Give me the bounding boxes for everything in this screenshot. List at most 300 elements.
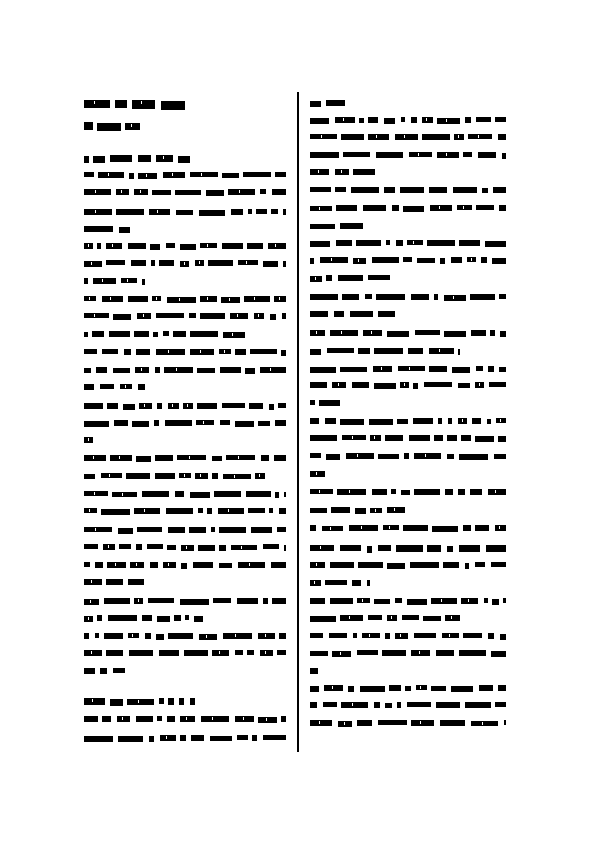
text-line (84, 331, 245, 340)
word-mark (482, 188, 488, 193)
word-mark (395, 633, 408, 639)
word-mark (404, 453, 409, 459)
word-mark (385, 633, 390, 639)
word-mark (163, 562, 176, 568)
word-mark (434, 294, 438, 300)
word-mark (341, 702, 368, 708)
word-mark (427, 545, 441, 552)
word-mark (363, 330, 382, 336)
word-mark (128, 243, 146, 249)
word-mark (336, 205, 357, 211)
word-mark (138, 173, 157, 179)
word-mark (84, 368, 91, 373)
word-mark (478, 152, 496, 158)
word-mark (479, 685, 493, 691)
word-mark (358, 348, 370, 354)
word-mark (136, 716, 153, 722)
word-mark (113, 314, 131, 320)
word-mark (245, 368, 255, 374)
word-mark (492, 599, 499, 605)
word-mark (476, 205, 494, 210)
word-mark (116, 189, 129, 195)
word-mark (110, 699, 123, 706)
text-line (84, 209, 286, 218)
text-line (84, 455, 286, 464)
word-mark (260, 189, 266, 194)
word-mark (126, 473, 150, 479)
word-mark (323, 702, 337, 707)
word-mark (110, 455, 132, 461)
text-line (84, 420, 286, 429)
text-line (310, 311, 395, 320)
word-mark (269, 508, 273, 513)
word-mark (353, 633, 357, 638)
word-mark (411, 117, 417, 123)
word-mark (459, 454, 488, 460)
word-mark (325, 580, 347, 585)
word-mark (374, 348, 403, 354)
word-mark (220, 367, 241, 373)
text-line (310, 152, 506, 161)
text-line (84, 615, 210, 624)
word-mark (128, 633, 139, 638)
text-line (310, 598, 506, 607)
word-mark (424, 382, 452, 387)
word-mark (340, 419, 364, 425)
word-mark (451, 257, 462, 263)
text-line (84, 473, 265, 482)
word-mark (409, 435, 430, 441)
word-mark (471, 330, 486, 336)
word-mark (219, 563, 232, 568)
word-mark (369, 419, 393, 425)
word-mark (499, 294, 506, 299)
word-mark (454, 134, 464, 140)
text-line (310, 134, 506, 143)
word-mark (181, 563, 187, 569)
word-mark (250, 349, 277, 354)
word-mark (330, 330, 358, 336)
word-mark (329, 633, 347, 638)
word-mark (84, 579, 102, 585)
text-line (84, 437, 100, 446)
word-mark (458, 489, 465, 495)
word-mark (342, 435, 366, 440)
word-mark (84, 508, 97, 513)
word-mark (136, 544, 142, 550)
word-mark (372, 257, 399, 263)
word-mark (249, 403, 263, 409)
word-mark (461, 435, 471, 441)
word-mark (185, 615, 189, 620)
word-mark (310, 118, 329, 124)
word-mark (423, 616, 441, 621)
word-mark (498, 685, 506, 691)
word-mark (275, 492, 279, 498)
word-mark (310, 134, 337, 139)
word-mark (271, 209, 278, 214)
word-mark (387, 563, 405, 569)
word-mark (374, 383, 396, 389)
word-mark (180, 716, 195, 722)
word-mark (228, 189, 255, 195)
word-mark (458, 383, 470, 388)
word-mark (415, 330, 440, 335)
word-mark (134, 189, 148, 195)
word-mark (84, 296, 96, 301)
word-mark (223, 474, 251, 479)
word-mark (84, 455, 106, 461)
word-mark (282, 313, 286, 319)
word-mark (463, 525, 471, 531)
word-mark (374, 599, 390, 604)
word-mark (358, 562, 383, 568)
word-mark (128, 296, 148, 302)
word-mark (500, 331, 506, 337)
word-mark (335, 187, 346, 192)
text-line (84, 367, 286, 376)
text-line (84, 633, 286, 642)
word-mark (153, 332, 158, 337)
word-mark (429, 348, 454, 354)
word-mark (115, 100, 127, 108)
word-mark (411, 294, 429, 300)
word-mark (200, 313, 225, 319)
word-mark (499, 367, 506, 372)
word-mark (271, 562, 286, 568)
word-mark (219, 545, 226, 551)
word-mark (330, 598, 353, 604)
word-mark (175, 190, 201, 195)
word-mark (157, 403, 162, 409)
word-mark (476, 366, 483, 371)
word-mark (159, 698, 164, 704)
word-mark (346, 453, 374, 459)
word-mark (310, 311, 328, 317)
word-mark (310, 720, 332, 726)
word-mark (283, 209, 286, 215)
word-mark (325, 418, 336, 424)
word-mark (400, 187, 424, 193)
word-mark (310, 367, 336, 373)
word-mark (247, 243, 263, 249)
left-column (84, 0, 286, 842)
word-mark (498, 436, 506, 442)
word-mark (109, 331, 130, 337)
text-line (84, 349, 286, 358)
word-mark (382, 650, 406, 656)
word-mark (120, 384, 132, 389)
word-mark (471, 721, 498, 726)
word-mark (84, 437, 93, 443)
word-mark (183, 403, 193, 409)
word-mark (157, 716, 162, 721)
word-mark (278, 403, 286, 408)
word-mark (465, 563, 469, 569)
word-mark (310, 668, 318, 674)
word-mark (310, 258, 314, 264)
word-mark (156, 155, 173, 162)
word-mark (498, 134, 506, 140)
word-mark (260, 650, 273, 656)
word-mark (355, 508, 366, 514)
text-line (310, 187, 506, 196)
word-mark (389, 685, 401, 691)
word-mark (212, 473, 218, 479)
word-mark (335, 117, 355, 123)
word-mark (95, 562, 103, 568)
word-mark (277, 527, 286, 532)
word-mark (413, 418, 433, 424)
word-mark (310, 702, 317, 708)
word-mark (116, 209, 144, 215)
word-mark (275, 172, 286, 177)
word-mark (163, 331, 169, 336)
text-line (84, 735, 286, 744)
word-mark (443, 562, 459, 568)
word-mark (113, 368, 130, 373)
word-mark (310, 276, 322, 282)
word-mark (463, 152, 472, 157)
word-mark (310, 453, 321, 458)
word-mark (403, 257, 412, 262)
word-mark (438, 418, 442, 424)
word-mark (351, 187, 379, 193)
word-mark (106, 243, 122, 249)
word-mark (168, 698, 174, 705)
word-mark (255, 473, 265, 479)
word-mark (440, 720, 465, 726)
word-mark (372, 489, 387, 495)
word-mark (327, 348, 354, 353)
word-mark (200, 243, 217, 248)
word-mark (310, 616, 336, 622)
word-mark (310, 545, 334, 551)
text-line (310, 471, 325, 480)
word-mark (348, 686, 354, 692)
word-mark (139, 403, 152, 409)
word-mark (258, 717, 277, 723)
word-mark (84, 261, 102, 267)
word-mark (488, 366, 494, 372)
word-mark (387, 615, 397, 621)
text-line (84, 544, 286, 553)
word-mark (384, 118, 395, 124)
word-mark (84, 698, 105, 705)
word-mark (84, 491, 108, 496)
word-mark (125, 123, 140, 130)
word-mark (197, 403, 217, 409)
word-mark (244, 296, 270, 302)
word-mark (106, 260, 125, 265)
word-mark (263, 598, 268, 604)
word-mark (231, 209, 243, 215)
word-mark (340, 545, 361, 551)
word-mark (319, 400, 340, 406)
word-mark (161, 101, 185, 110)
word-mark (350, 311, 373, 317)
word-mark (353, 258, 366, 264)
word-mark (212, 456, 222, 461)
text-line (84, 172, 286, 181)
word-mark (84, 403, 103, 409)
word-mark (168, 527, 185, 533)
word-mark (331, 507, 350, 513)
word-mark (167, 545, 176, 550)
word-mark (180, 735, 186, 741)
word-mark (310, 633, 323, 638)
word-mark (502, 153, 506, 159)
word-mark (263, 735, 286, 740)
word-mark (459, 240, 480, 246)
text-line (310, 633, 506, 642)
word-mark (123, 404, 135, 410)
word-mark (405, 686, 411, 691)
word-mark (84, 332, 88, 337)
text-line (310, 275, 390, 284)
word-mark (84, 209, 112, 215)
word-mark (190, 331, 218, 337)
word-mark (258, 633, 275, 639)
word-mark (272, 189, 286, 195)
word-mark (414, 453, 441, 459)
word-mark (408, 348, 423, 354)
word-mark (475, 525, 489, 531)
word-mark (199, 634, 217, 640)
word-mark (84, 527, 112, 532)
word-mark (98, 172, 124, 178)
text-line (310, 382, 506, 391)
word-mark (238, 260, 258, 265)
word-mark (180, 599, 209, 605)
word-mark (385, 435, 403, 441)
word-mark (166, 508, 193, 514)
word-mark (493, 187, 506, 193)
word-mark (196, 420, 214, 425)
word-mark (370, 435, 381, 441)
word-mark (343, 152, 370, 157)
word-mark (84, 384, 94, 390)
word-mark (337, 489, 366, 495)
word-mark (387, 331, 409, 337)
word-mark (495, 702, 506, 707)
word-mark (167, 297, 196, 303)
word-mark (164, 367, 193, 373)
word-mark (102, 349, 118, 354)
word-mark (145, 633, 151, 639)
text-line (84, 527, 286, 536)
word-mark (445, 489, 453, 495)
text-line (310, 667, 318, 676)
word-mark (178, 156, 190, 163)
text-line (84, 598, 286, 607)
word-mark (101, 473, 122, 478)
word-mark (84, 716, 98, 722)
text-line (84, 278, 145, 287)
word-mark (84, 599, 99, 605)
word-mark (135, 367, 149, 373)
section-heading (310, 545, 506, 554)
word-mark (336, 240, 352, 246)
word-mark (504, 720, 506, 725)
word-mark (84, 544, 98, 549)
text-line (310, 294, 506, 303)
word-mark (310, 598, 325, 604)
word-mark (322, 526, 343, 531)
word-mark (429, 187, 447, 193)
word-mark (403, 525, 428, 531)
word-mark (148, 598, 174, 603)
text-line (310, 366, 506, 375)
word-mark (193, 562, 213, 568)
word-mark (310, 400, 315, 405)
word-mark (189, 313, 196, 318)
word-mark (447, 546, 453, 552)
word-mark (149, 209, 170, 215)
word-mark (221, 297, 240, 303)
word-mark (384, 187, 395, 193)
text-line (310, 223, 370, 232)
word-mark (445, 615, 460, 621)
word-mark (107, 562, 126, 568)
word-mark (284, 545, 286, 551)
word-mark (130, 562, 144, 568)
word-mark (121, 278, 137, 283)
word-mark (310, 471, 325, 477)
word-mark (414, 489, 440, 495)
word-mark (368, 615, 382, 620)
word-mark (150, 244, 160, 250)
word-mark (100, 668, 107, 674)
text-line (310, 615, 460, 624)
word-mark (191, 735, 204, 741)
text-line (310, 435, 506, 444)
word-mark (422, 117, 433, 123)
word-mark (107, 403, 118, 409)
word-mark (392, 205, 399, 211)
word-mark (84, 668, 95, 674)
word-mark (310, 187, 331, 192)
word-mark (235, 421, 254, 427)
word-mark (165, 420, 192, 426)
word-mark (459, 545, 480, 552)
text-line (84, 384, 145, 393)
word-mark (235, 716, 254, 722)
word-mark (84, 633, 89, 639)
right-column (310, 0, 506, 842)
word-mark (376, 294, 405, 300)
word-mark (451, 686, 473, 692)
word-mark (357, 650, 378, 655)
word-mark (470, 294, 495, 300)
word-mark (494, 454, 506, 459)
word-mark (134, 508, 160, 514)
text-line (310, 685, 506, 694)
word-mark (440, 258, 445, 264)
word-mark (179, 698, 184, 705)
word-mark (235, 650, 243, 655)
word-mark (401, 490, 410, 495)
word-mark (411, 720, 434, 726)
page-subtitle (84, 122, 140, 131)
word-mark (475, 562, 485, 567)
word-mark (470, 489, 482, 495)
word-mark (129, 650, 153, 656)
word-mark (368, 134, 389, 140)
word-mark (461, 598, 478, 604)
word-mark (167, 716, 175, 722)
word-mark (310, 686, 319, 692)
